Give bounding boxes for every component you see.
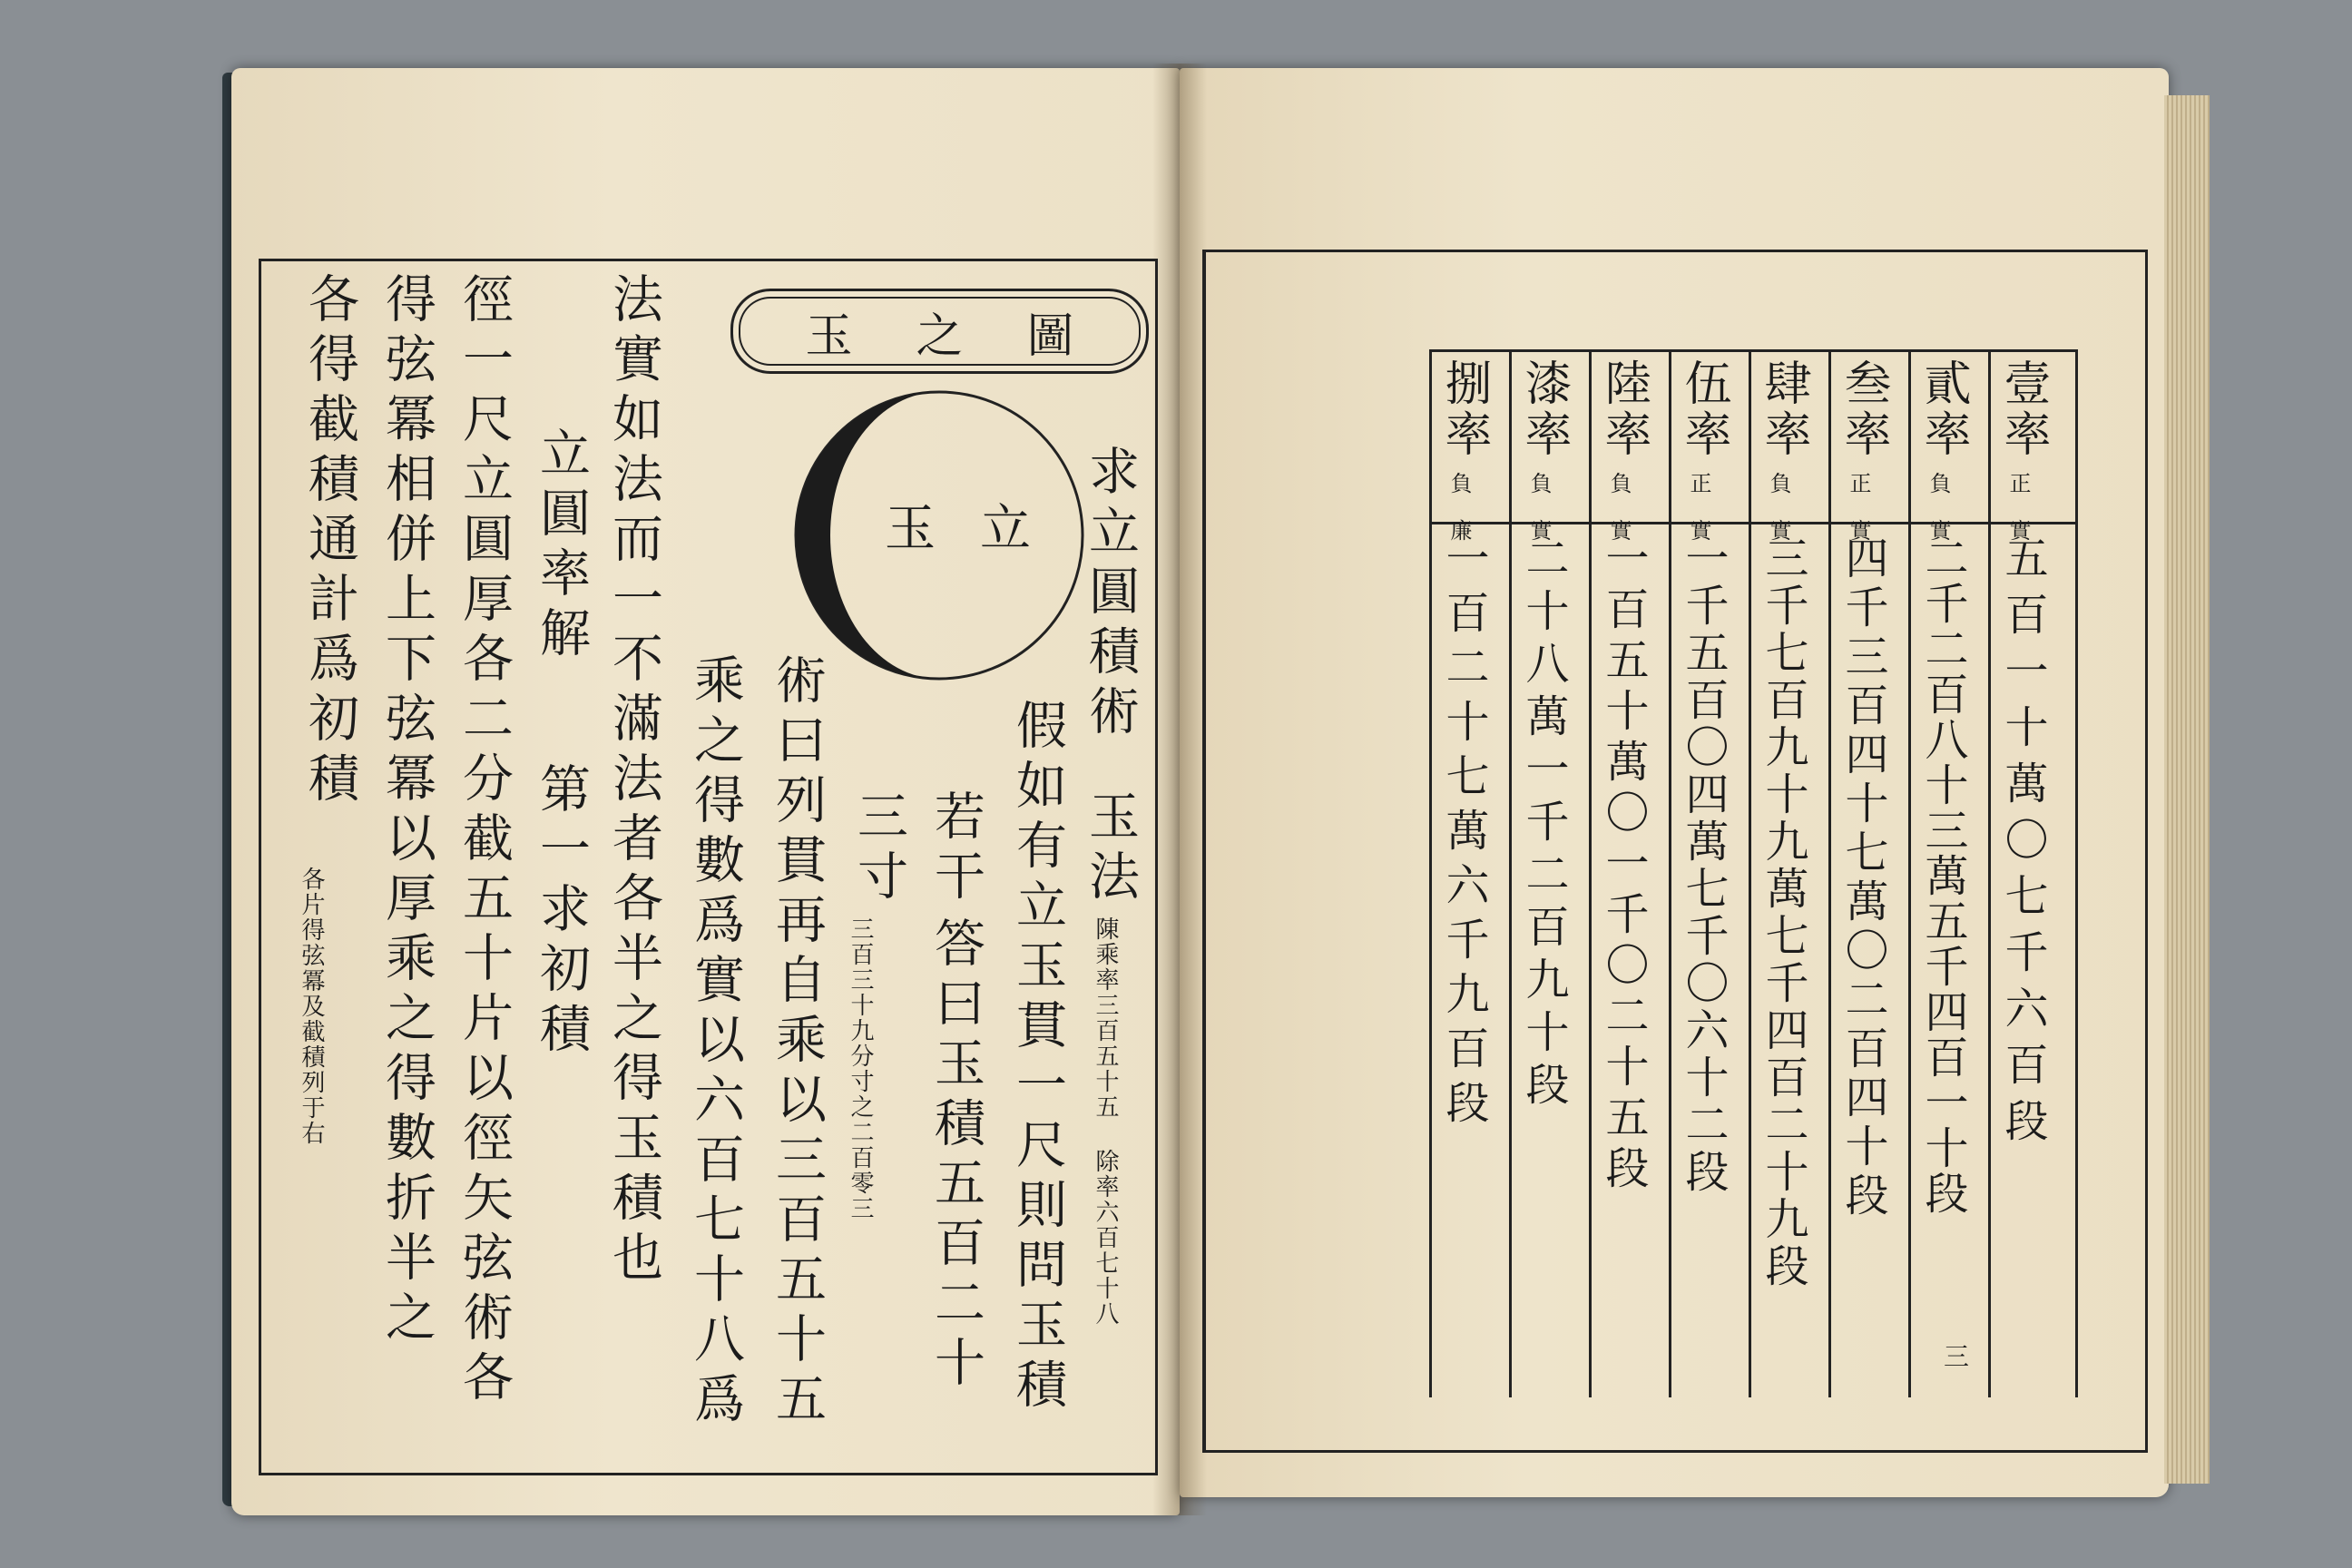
table-value-5: 一千五百〇四萬七千〇六十二段 <box>1678 535 1729 1196</box>
answer-text: 答曰玉積五百二十 <box>926 916 985 1396</box>
diagram-label-left: 玉 <box>877 501 936 561</box>
table-head-3: 叁率 <box>1836 358 1890 460</box>
question-text: 假如有立玉貫一尺則問玉積 <box>1008 699 1067 1417</box>
method-line-2: 乘之得數爲實以六百七十八爲 <box>686 653 745 1432</box>
table-head-6: 陸率 <box>1596 358 1651 460</box>
table-sub-7: 負 實 <box>1526 472 1552 541</box>
table-value-1: 五百一十萬〇七千六百段 <box>1997 535 2048 1154</box>
table-sub-4: 負 實 <box>1766 472 1791 541</box>
explain-note: 各片得弦冪及截積列于右 <box>298 867 325 1146</box>
explain-line-1: 第一求初積 <box>532 762 591 1062</box>
table-sub-1: 正 實 <box>2005 472 2031 541</box>
table-head-1: 壹率 <box>1995 358 2050 460</box>
explain-line-2: 徑一尺立圓厚各二分截五十片以徑矢弦術各 <box>455 272 514 1410</box>
method-note: 陳乘率三百五十五 除率六百七十八 <box>1092 916 1119 1327</box>
explain-line-3: 得弦冪相併上下弦冪以厚乘之得數折半之 <box>377 272 436 1350</box>
table-value-6: 一百五十萬〇一千〇二十五段 <box>1598 535 1649 1196</box>
page-stack-edge <box>2164 95 2210 1484</box>
method-line-3: 法實如法而一不滿法者各半之得玉積也 <box>604 272 663 1290</box>
table-head-7: 漆率 <box>1516 358 1571 460</box>
table-tail-note: 三 <box>1940 1343 1970 1368</box>
table-head-8: 捌率 <box>1436 358 1491 460</box>
table-sub-3: 正 實 <box>1846 472 1871 541</box>
table-sub-8: 負 廉 <box>1446 472 1472 541</box>
explain-line-4: 各得截積通計爲初積 <box>300 272 359 811</box>
book-spine <box>1152 64 1207 1515</box>
table-value-3: 四千三百四十七萬〇二百四十段 <box>1838 535 1888 1221</box>
method-line-1: 術曰列貫再自乘以三百五十五 <box>768 653 827 1432</box>
explain-title: 立圓率解 <box>532 426 591 666</box>
table-head-2: 貳率 <box>1916 358 1970 460</box>
table-sub-5: 正 實 <box>1686 472 1711 541</box>
table-head-5: 伍率 <box>1676 358 1730 460</box>
diagram-title-box <box>730 289 1149 374</box>
table-sub-2: 負 實 <box>1926 472 1951 541</box>
table-value-4: 三千七百九十九萬七千四百二十九段 <box>1758 535 1808 1290</box>
table-value-2: 二千二百八十三萬五千四百一十段 <box>1917 535 1968 1216</box>
answer-unit: 三寸 <box>849 789 908 909</box>
table-value-7: 二十八萬一千二百九十段 <box>1518 535 1569 1114</box>
table-sub-6: 負 實 <box>1606 472 1632 541</box>
heading-method: 求立圓積術 <box>1081 445 1140 744</box>
diagram-label-right: 立 <box>972 501 1031 561</box>
table-value-8: 一百二十七萬六千九百段 <box>1438 535 1489 1134</box>
method-name: 玉法 <box>1081 789 1140 909</box>
diagram-title: 玉之圖 <box>805 309 1138 364</box>
answer-prefix: 若干 <box>926 789 985 909</box>
table-head-4: 肆率 <box>1756 358 1810 460</box>
answer-note: 三百三十九分寸之二百零三 <box>847 916 874 1221</box>
